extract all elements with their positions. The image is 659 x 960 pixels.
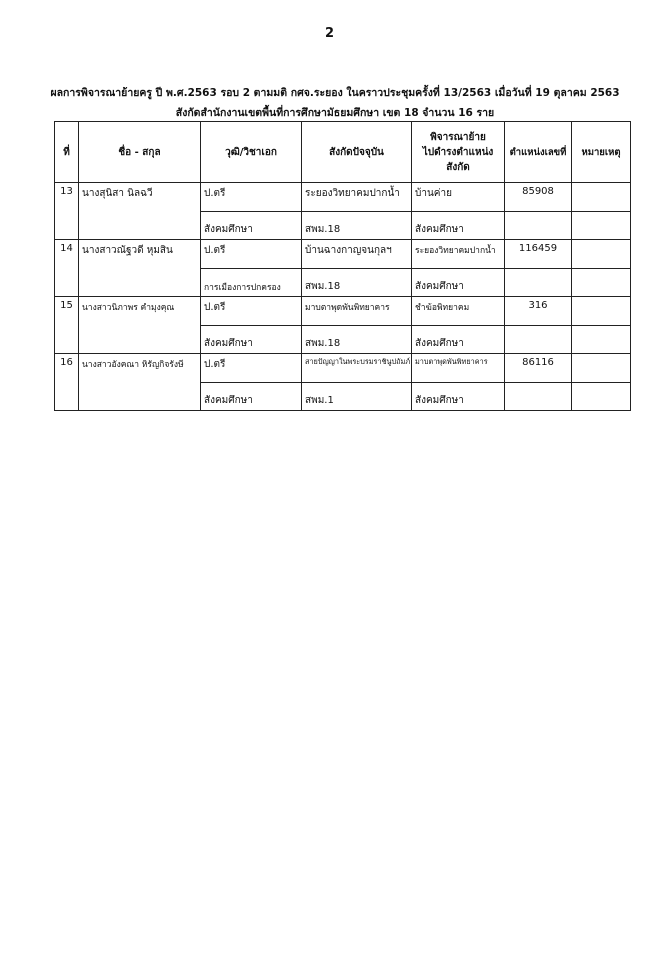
new-subject: สังคมศึกษา [412,326,505,354]
major: สังคมศึกษา [201,326,302,354]
current-school: บ้านฉางกาญจนกุลฯ [302,240,412,269]
remark [572,183,631,212]
header-move-line1: พิจารณาย้าย [430,131,486,143]
teacher-name: นางสุนิสา นิลฉวี [79,183,201,212]
new-subject: สังคมศึกษา [412,383,505,411]
header-move-line2: ไปดำรงตำแหน่ง [422,146,494,158]
teacher-name: นางสาวนิภาพร คำมุงคุณ [79,297,201,326]
header-no: ที่ [55,122,79,183]
table-header-row [55,122,631,183]
new-school: ระยองวิทยาคมปากน้ำ [412,240,505,269]
table-row [55,354,631,383]
results-table [54,121,631,411]
major: การเมืองการปกครอง [201,269,302,297]
current-area: สพม.18 [302,269,412,297]
table-row-detail [55,269,631,297]
degree: ป.ตรี [201,183,302,212]
table-row-detail [55,326,631,354]
current-area: สพม.18 [302,212,412,240]
header-remark: หมายเหตุ [572,122,631,183]
table-row [55,183,631,212]
header-degree: วุฒิ/วิชาเอก [201,122,302,183]
major: สังคมศึกษา [201,383,302,411]
remark [572,297,631,326]
new-subject: สังคมศึกษา [412,212,505,240]
header-move-to [412,122,505,183]
degree: ป.ตรี [201,240,302,269]
header-position-number: ตำแหน่งเลขที่ [505,122,572,183]
new-subject: สังคมศึกษา [412,269,505,297]
teacher-name: นางสาวณัฐวดี หุมสิน [79,240,201,269]
table-row-detail [55,212,631,240]
document-subtitle: สังกัดสำนักงานเขตพื้นที่การศึกษามัธยมศึกษา เขต 18 จำนวน 16 ราย [175,107,495,119]
row-number: 14 [55,240,79,269]
row-number: 13 [55,183,79,212]
current-school: มาบตาพุดพันพิทยาคาร [302,297,412,326]
header-move-line3: สังกัด [446,161,470,173]
page-number: 2 [324,26,335,41]
remark [572,354,631,383]
table-row-detail [55,383,631,411]
major: สังคมศึกษา [201,212,302,240]
current-school: ระยองวิทยาคมปากน้ำ [302,183,412,212]
new-school: มาบตาพุดพันพิทยาคาร [412,354,505,383]
row-number: 15 [55,297,79,326]
remark [572,240,631,269]
table-row [55,297,631,326]
current-area: สพม.1 [302,383,412,411]
row-number: 16 [55,354,79,383]
teacher-name: นางสาวอังคณา หิรัญกิจรังษี [79,354,201,383]
new-school: ชำฆ้อพิทยาคม [412,297,505,326]
current-school: สายปัญญาในพระบรมราชินูปถัมภ์ [302,354,412,383]
position-number: 116459 [505,240,572,269]
current-area: สพม.18 [302,326,412,354]
position-number: 85908 [505,183,572,212]
header-name: ชื่อ - สกุล [79,122,201,183]
position-number: 316 [505,297,572,326]
new-school: บ้านค่าย [412,183,505,212]
table-row [55,240,631,269]
document-title: ผลการพิจารณาย้ายครู ปี พ.ศ.2563 รอบ 2 ตามมติ กศจ.ระยอง ในคราวประชุมครั้งที่ 13/2563 เมื่อวันที่ 19 ตุลาคม 2563 [50,87,620,99]
header-current-affiliation: สังกัดปัจจุบัน [302,122,412,183]
degree: ป.ตรี [201,297,302,326]
degree: ป.ตรี [201,354,302,383]
position-number: 86116 [505,354,572,383]
